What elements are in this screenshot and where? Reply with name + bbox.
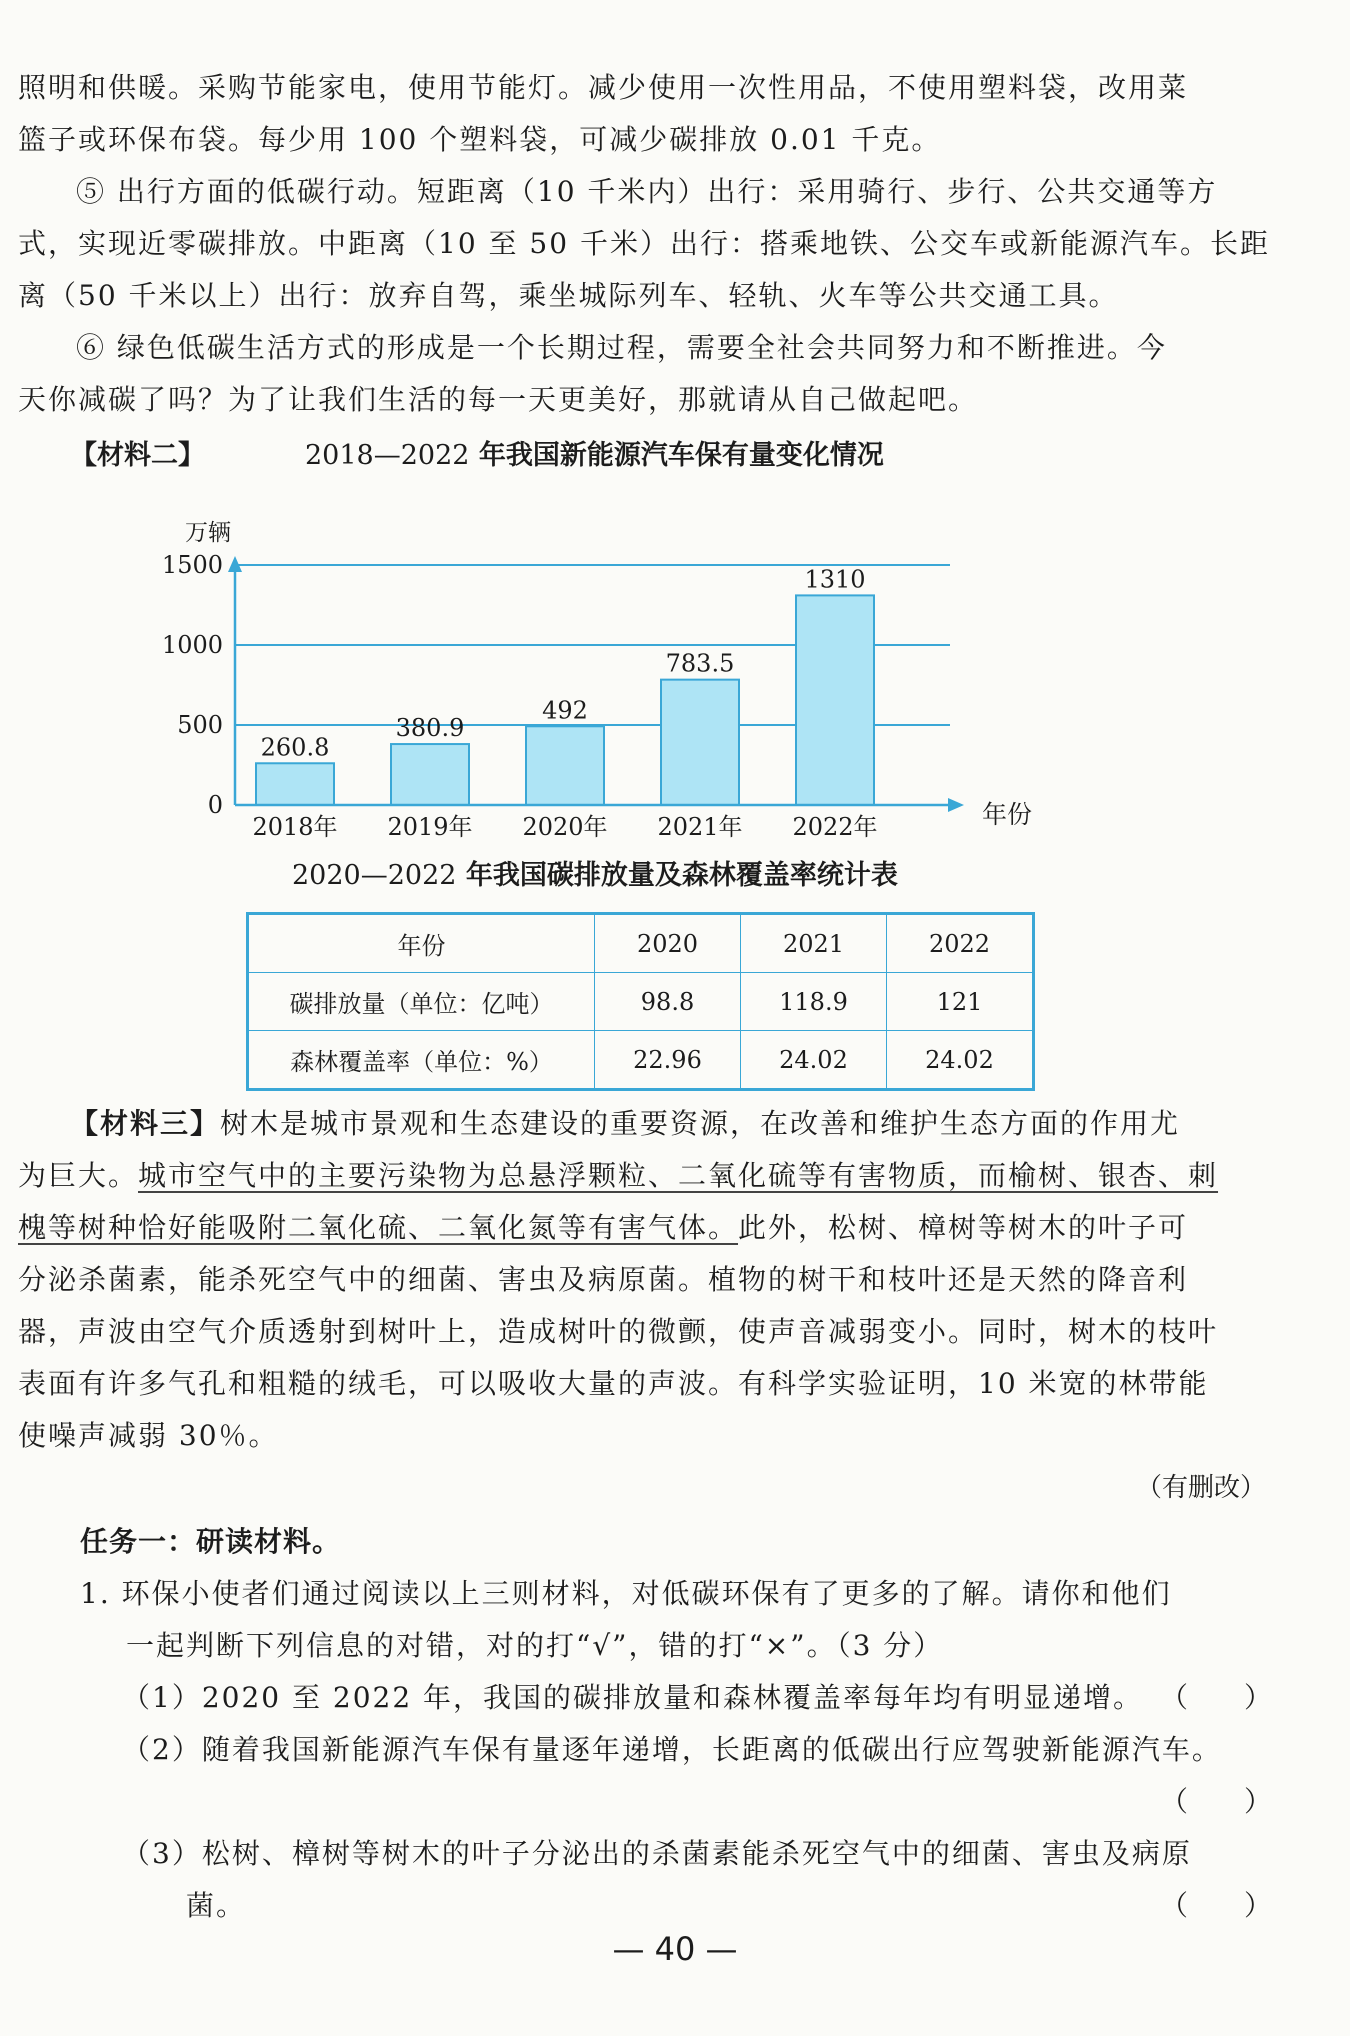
- y-tick-label: 1000: [161, 631, 223, 659]
- answer-blank[interactable]: （ ）: [1160, 1681, 1273, 1714]
- task-heading: 任务一：研读材料。: [80, 1525, 342, 1558]
- bar-value-label: 380.9: [395, 714, 465, 743]
- bar: [526, 726, 604, 805]
- answer-blank[interactable]: （ ）: [1160, 1889, 1273, 1922]
- paragraph-line: 式，实现近零碳排放。中距离（10 至 50 千米）出行：搭乘地铁、公交车或新能源汽车。长距: [18, 227, 1270, 260]
- table-cell: 森林覆盖率（单位：%）: [248, 1031, 595, 1090]
- x-tick-label: 2021年: [657, 813, 743, 841]
- paragraph-line: 【材料三】树木是城市景观和生态建设的重要资源，在改善和维护生态方面的作用尤: [70, 1107, 1181, 1140]
- question-text: 1. 环保小使者们通过阅读以上三则材料，对低碳环保有了更多的了解。请你和他们: [80, 1577, 1172, 1610]
- table-cell: 118.9: [741, 973, 887, 1031]
- emission-forest-table: [246, 912, 1035, 1091]
- paragraph-line: 槐等树种恰好能吸附二氧化硫、二氧化氮等有害气体。此外，松树、樟树等树木的叶子可: [18, 1211, 1189, 1244]
- question-item: （3）松树、樟树等树木的叶子分泌出的杀菌素能杀死空气中的细菌、害虫及病原: [122, 1837, 1192, 1870]
- y-axis-unit: 万辆: [185, 520, 231, 546]
- question-item: 菌。: [186, 1889, 247, 1922]
- source-note: （有删改）: [1135, 1473, 1266, 1503]
- paragraph-line: ⑥ 绿色低碳生活方式的形成是一个长期过程，需要全社会共同努力和不断推进。今: [76, 331, 1167, 364]
- table-cell: 24.02: [741, 1031, 887, 1090]
- x-axis-arrow: [948, 798, 964, 812]
- bar-chart: [150, 505, 1050, 850]
- x-tick-label: 2018年: [252, 813, 338, 841]
- table-cell: 24.02: [887, 1031, 1034, 1090]
- bar-value-label: 783.5: [665, 649, 735, 678]
- paragraph-line: 器，声波由空气介质透射到树叶上，造成树叶的微颤，使声音减弱变小。同时，树木的枝叶: [18, 1315, 1219, 1348]
- table-cell: 121: [887, 973, 1034, 1031]
- bar: [661, 680, 739, 805]
- question-item: （2）随着我国新能源汽车保有量逐年递增，长距离的低碳出行应驾驶新能源汽车。: [122, 1733, 1222, 1766]
- paragraph-line: 天你减碳了吗？为了让我们生活的每一天更美好，那就请从自己做起吧。: [18, 383, 979, 416]
- table-title: 2020—2022 年我国碳排放量及森林覆盖率统计表: [292, 860, 898, 891]
- table-row: [248, 1031, 1034, 1090]
- x-tick-label: 2019年: [387, 813, 473, 841]
- x-tick-label: 2022年: [792, 813, 878, 841]
- table-cell: 碳排放量（单位：亿吨）: [248, 973, 595, 1031]
- paragraph-line: 篮子或环保布袋。每少用 100 个塑料袋，可减少碳排放 0.01 千克。: [18, 123, 942, 156]
- bar: [256, 763, 334, 805]
- paragraph-line: 照明和供暖。采购节能家电，使用节能灯。减少使用一次性用品，不使用塑料袋，改用菜: [18, 71, 1189, 104]
- material-two-label: 【材料二】: [70, 440, 205, 471]
- paragraph-line: 为巨大。城市空气中的主要污染物为总悬浮颗粒、二氧化硫等有害物质，而榆树、银杏、刺: [18, 1159, 1219, 1192]
- material-three-label: 【材料三】: [70, 1107, 221, 1140]
- paragraph-line: 离（50 千米以上）出行：放弃自驾，乘坐城际列车、轻轨、火车等公共交通工具。: [18, 279, 1119, 312]
- table-header-cell: 2022: [887, 914, 1034, 973]
- answer-blank[interactable]: （ ）: [1160, 1785, 1273, 1818]
- question-text: 一起判断下列信息的对错，对的打“√”，错的打“×”。（3 分）: [126, 1629, 944, 1662]
- table-row: [248, 973, 1034, 1031]
- question-item: （1）2020 至 2022 年，我国的碳排放量和森林覆盖率每年均有明显递增。: [122, 1681, 1144, 1714]
- paragraph-line: ⑤ 出行方面的低碳行动。短距离（10 千米内）出行：采用骑行、步行、公共交通等方: [76, 175, 1218, 208]
- table-header-cell: 2021: [741, 914, 887, 973]
- bar-value-label: 1310: [804, 565, 866, 594]
- paragraph-line: 表面有许多气孔和粗糙的绒毛，可以吸收大量的声波。有科学实验证明，10 米宽的林带能: [18, 1367, 1209, 1400]
- table-cell: 98.8: [595, 973, 741, 1031]
- bar: [391, 744, 469, 805]
- paragraph-line: 分泌杀菌素，能杀死空气中的细菌、害虫及病原菌。植物的树干和枝叶还是天然的降音利: [18, 1263, 1189, 1296]
- bar-value-label: 492: [542, 696, 588, 725]
- table-cell: 22.96: [595, 1031, 741, 1090]
- bar-value-label: 260.8: [260, 733, 330, 762]
- y-tick-label: 0: [207, 791, 223, 819]
- table-header-cell: 2020: [595, 914, 741, 973]
- page-number: — 40 —: [612, 1930, 738, 1968]
- table-header-cell: 年份: [248, 914, 595, 973]
- table-header-row: [248, 914, 1034, 973]
- x-axis-label: 年份: [982, 800, 1033, 829]
- paragraph-line: 使噪声减弱 30％。: [18, 1419, 279, 1452]
- bar: [796, 595, 874, 805]
- y-tick-label: 500: [177, 711, 223, 739]
- x-tick-label: 2020年: [522, 813, 608, 841]
- chart-title: 2018—2022 年我国新能源汽车保有量变化情况: [305, 440, 884, 471]
- y-tick-label: 1500: [161, 551, 223, 579]
